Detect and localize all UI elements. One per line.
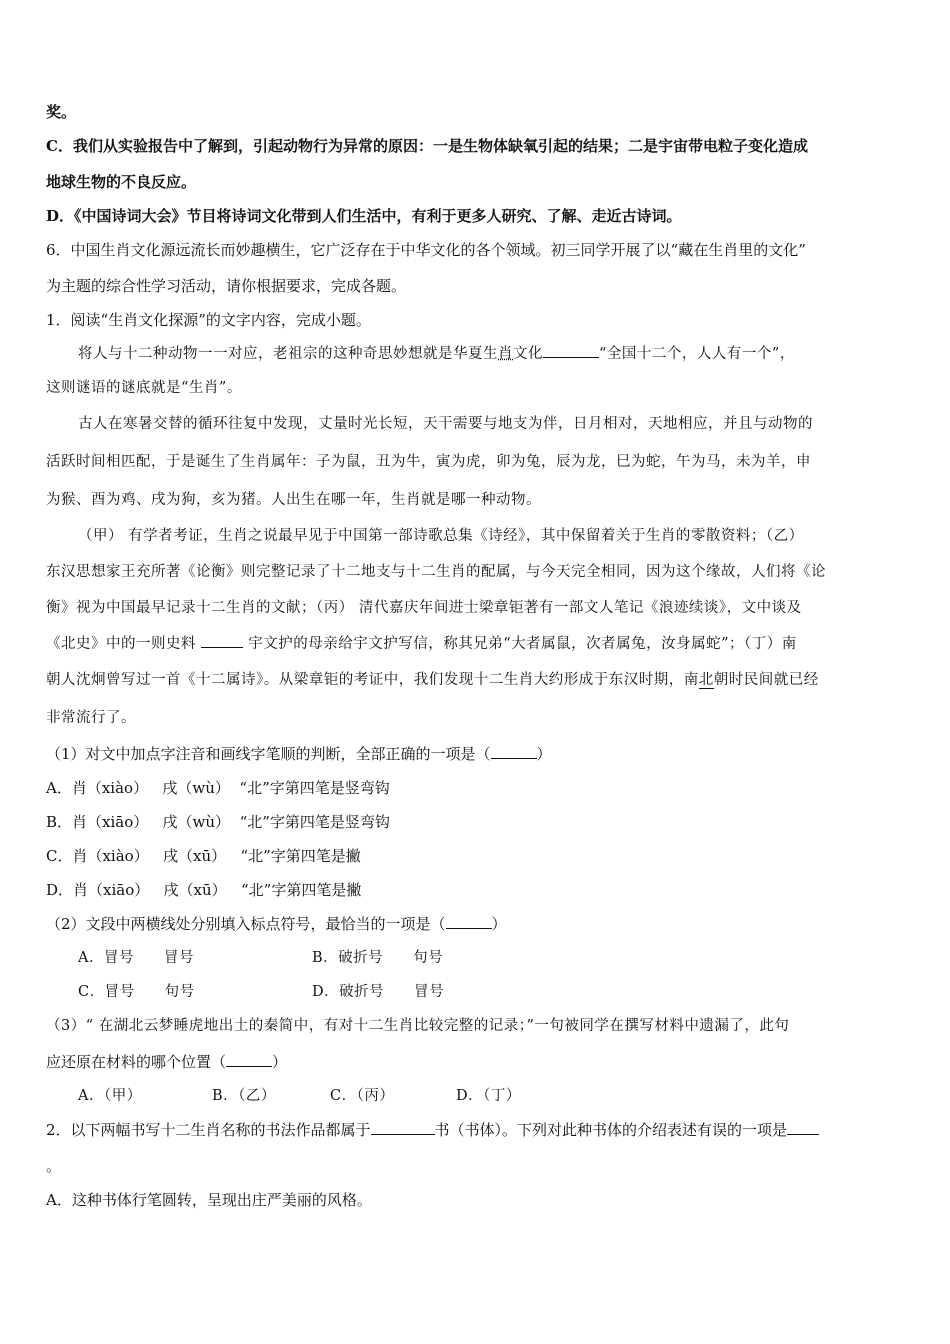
sub-question-2-line1 — [46, 1119, 819, 1141]
answer-blank[interactable] — [446, 914, 492, 929]
answer-blank[interactable] — [491, 744, 537, 759]
q3-stem-line1: （3）“ 在湖北云梦睡虎地出土的秦简中，有对十二生肖比较完整的记录；”一句被同学在撰写材料中遗漏了，此句 — [46, 1018, 790, 1034]
q2-option-d[interactable]: D．破折号 冒号 — [312, 984, 445, 1000]
passage-p3-line3: 衡》视为中国最早记录十二生肖的文献；（丙） 清代嘉庆年间进士梁章钜著有一部文人笔记《浪迹续谈》，文中谈及 — [46, 600, 802, 616]
fill-blank[interactable] — [201, 633, 243, 648]
passage-p3-line5 — [46, 669, 819, 691]
fill-blank[interactable] — [787, 1120, 819, 1135]
passage-text: 朝时民间就已经 — [713, 672, 819, 688]
q1-stem — [46, 743, 552, 765]
q2-stem — [46, 913, 507, 935]
q3-option-b[interactable]: B．（乙） — [212, 1088, 276, 1104]
fill-blank[interactable] — [371, 1120, 435, 1135]
sub-question-2-line2: 。 — [46, 1157, 62, 1175]
passage-p1-line2: 这则谜语的谜底就是“生肖”。 — [46, 380, 242, 396]
passage-text: 文化 — [513, 346, 543, 362]
q3-stem-text: 应还原在材料的哪个位置（ — [46, 1053, 227, 1071]
passage-p3-line6: 非常流行了。 — [46, 710, 136, 726]
q3-option-d[interactable]: D．（丁） — [456, 1088, 521, 1104]
sub-question-1-title: 1．阅读“生肖文化探源”的文字内容，完成小题。 — [46, 311, 371, 329]
passage-text: “全国十二个，人人有一个”， — [599, 346, 795, 362]
q3-options — [78, 1085, 521, 1107]
q2-option-c[interactable]: C．冒号 句号 — [78, 984, 195, 1000]
q1-stem-close: ） — [536, 745, 552, 763]
passage-p3-line2: 东汉思想家王充所著《论衡》则完整记录了十二地支与十二生肖的配属，与今天完全相同，因为这个缘故，人们将《论 — [46, 564, 826, 580]
q1-option-b[interactable]: B．肖（xiāo） 戌（wù） “北”字第四笔是竖弯钩 — [46, 813, 390, 831]
question-6-line1: 6．中国生肖文化源远流长而妙趣横生，它广泛存在于中华文化的各个领域。初三同学开展了以“藏在生肖里的文化” — [46, 241, 806, 259]
q2-stem-close: ） — [491, 915, 507, 933]
q2-options-row2 — [78, 981, 444, 1003]
question-6-line2: 为主题的综合性学习活动，请你根据要求，完成各题。 — [46, 277, 407, 295]
passage-p3-line4 — [46, 633, 797, 655]
fill-blank[interactable] — [543, 343, 599, 358]
prev-option-c-line2: 地球生物的不良反应。 — [46, 173, 197, 191]
passage-p3-line1: （甲） 有学者考证，生肖之说最早见于中国第一部诗歌总集《诗经》，其中保留着关于生肖的零散资料；（乙） — [78, 528, 804, 544]
prev-question-end: 奖。 — [46, 103, 77, 121]
q3-stem-line2 — [46, 1051, 287, 1073]
passage-p2-line3: 为猴、酉为鸡、戌为狗，亥为猪。人出生在哪一年，生肖就是哪一种动物。 — [46, 492, 541, 508]
q1-option-c[interactable]: C．肖（xiào） 戌（xū） “北”字第四笔是撇 — [46, 847, 361, 865]
q1-stem-text: （1）对文中加点字注音和画线字笔顺的判断，全部正确的一项是（ — [46, 745, 491, 763]
q2-option-a[interactable]: A．冒号 冒号 — [78, 950, 194, 966]
q1-option-d[interactable]: D．肖（xiāo） 戌（xū） “北”字第四笔是撇 — [46, 881, 362, 899]
passage-text: 《北史》中的一则史料 — [46, 636, 202, 652]
prev-option-c-line1: C．我们从实验报告中了解到，引起动物行为异常的原因：一是生物体缺氧引起的结果；二是宇宙带电粒子变化造成 — [46, 137, 808, 155]
answer-blank[interactable] — [226, 1052, 272, 1067]
sub2-text: 书（书体）。下列对此种书体的介绍表述有误的一项是 — [434, 1121, 788, 1139]
passage-p2-line1: 古人在寒暑交替的循环往复中发现，丈量时光长短，天干需要与地支为伴，日月相对，天地相应，并且与动物的 — [78, 416, 813, 432]
dotted-char: 肖 — [498, 346, 513, 362]
passage-text: 宇文护的母亲给宇文护写信，称其兄弟“大者属鼠，次者属兔，汝身属蛇”；（丁）南 — [243, 636, 797, 652]
q2-stem-text: （2）文段中两横线处分别填入标点符号，最恰当的一项是（ — [46, 915, 446, 933]
underlined-char: 北 — [698, 672, 714, 688]
q3-option-a[interactable]: A．（甲） — [78, 1088, 142, 1104]
passage-p1-line1 — [46, 343, 795, 365]
q1-option-a[interactable]: A．肖（xiào） 戌（wù） “北”字第四笔是竖弯钩 — [46, 779, 390, 797]
q2-options-row1 — [78, 947, 443, 969]
passage-p2-line2: 活跃时间相匹配，于是诞生了生肖属年：子为鼠，丑为牛，寅为虎，卯为兔，辰为龙，巳为蛇，午为马，未为羊，申 — [46, 454, 811, 470]
sub2-text: 2．以下两幅书写十二生肖名称的书法作品都属于 — [46, 1121, 371, 1139]
q3-stem-close: ） — [272, 1053, 288, 1071]
prev-option-d: D．《中国诗词大会》节目将诗词文化带到人们生活中，有利于更多人研究、了解、走近古诗词。 — [46, 207, 682, 225]
q2-option-b[interactable]: B．破折号 句号 — [312, 950, 444, 966]
passage-text: 朝人沈炯曾写过一首《十二属诗》。从梁章钜的考证中，我们发现十二生肖大约形成于东汉时期，南 — [46, 672, 699, 688]
passage-text: 将人与十二种动物一一对应，老祖宗的这种奇思妙想就是华夏生 — [78, 346, 498, 362]
sub2-option-a[interactable]: A．这种书体行笔圆转，呈现出庄严美丽的风格。 — [46, 1191, 372, 1209]
q3-option-c[interactable]: C．（丙） — [330, 1088, 395, 1104]
